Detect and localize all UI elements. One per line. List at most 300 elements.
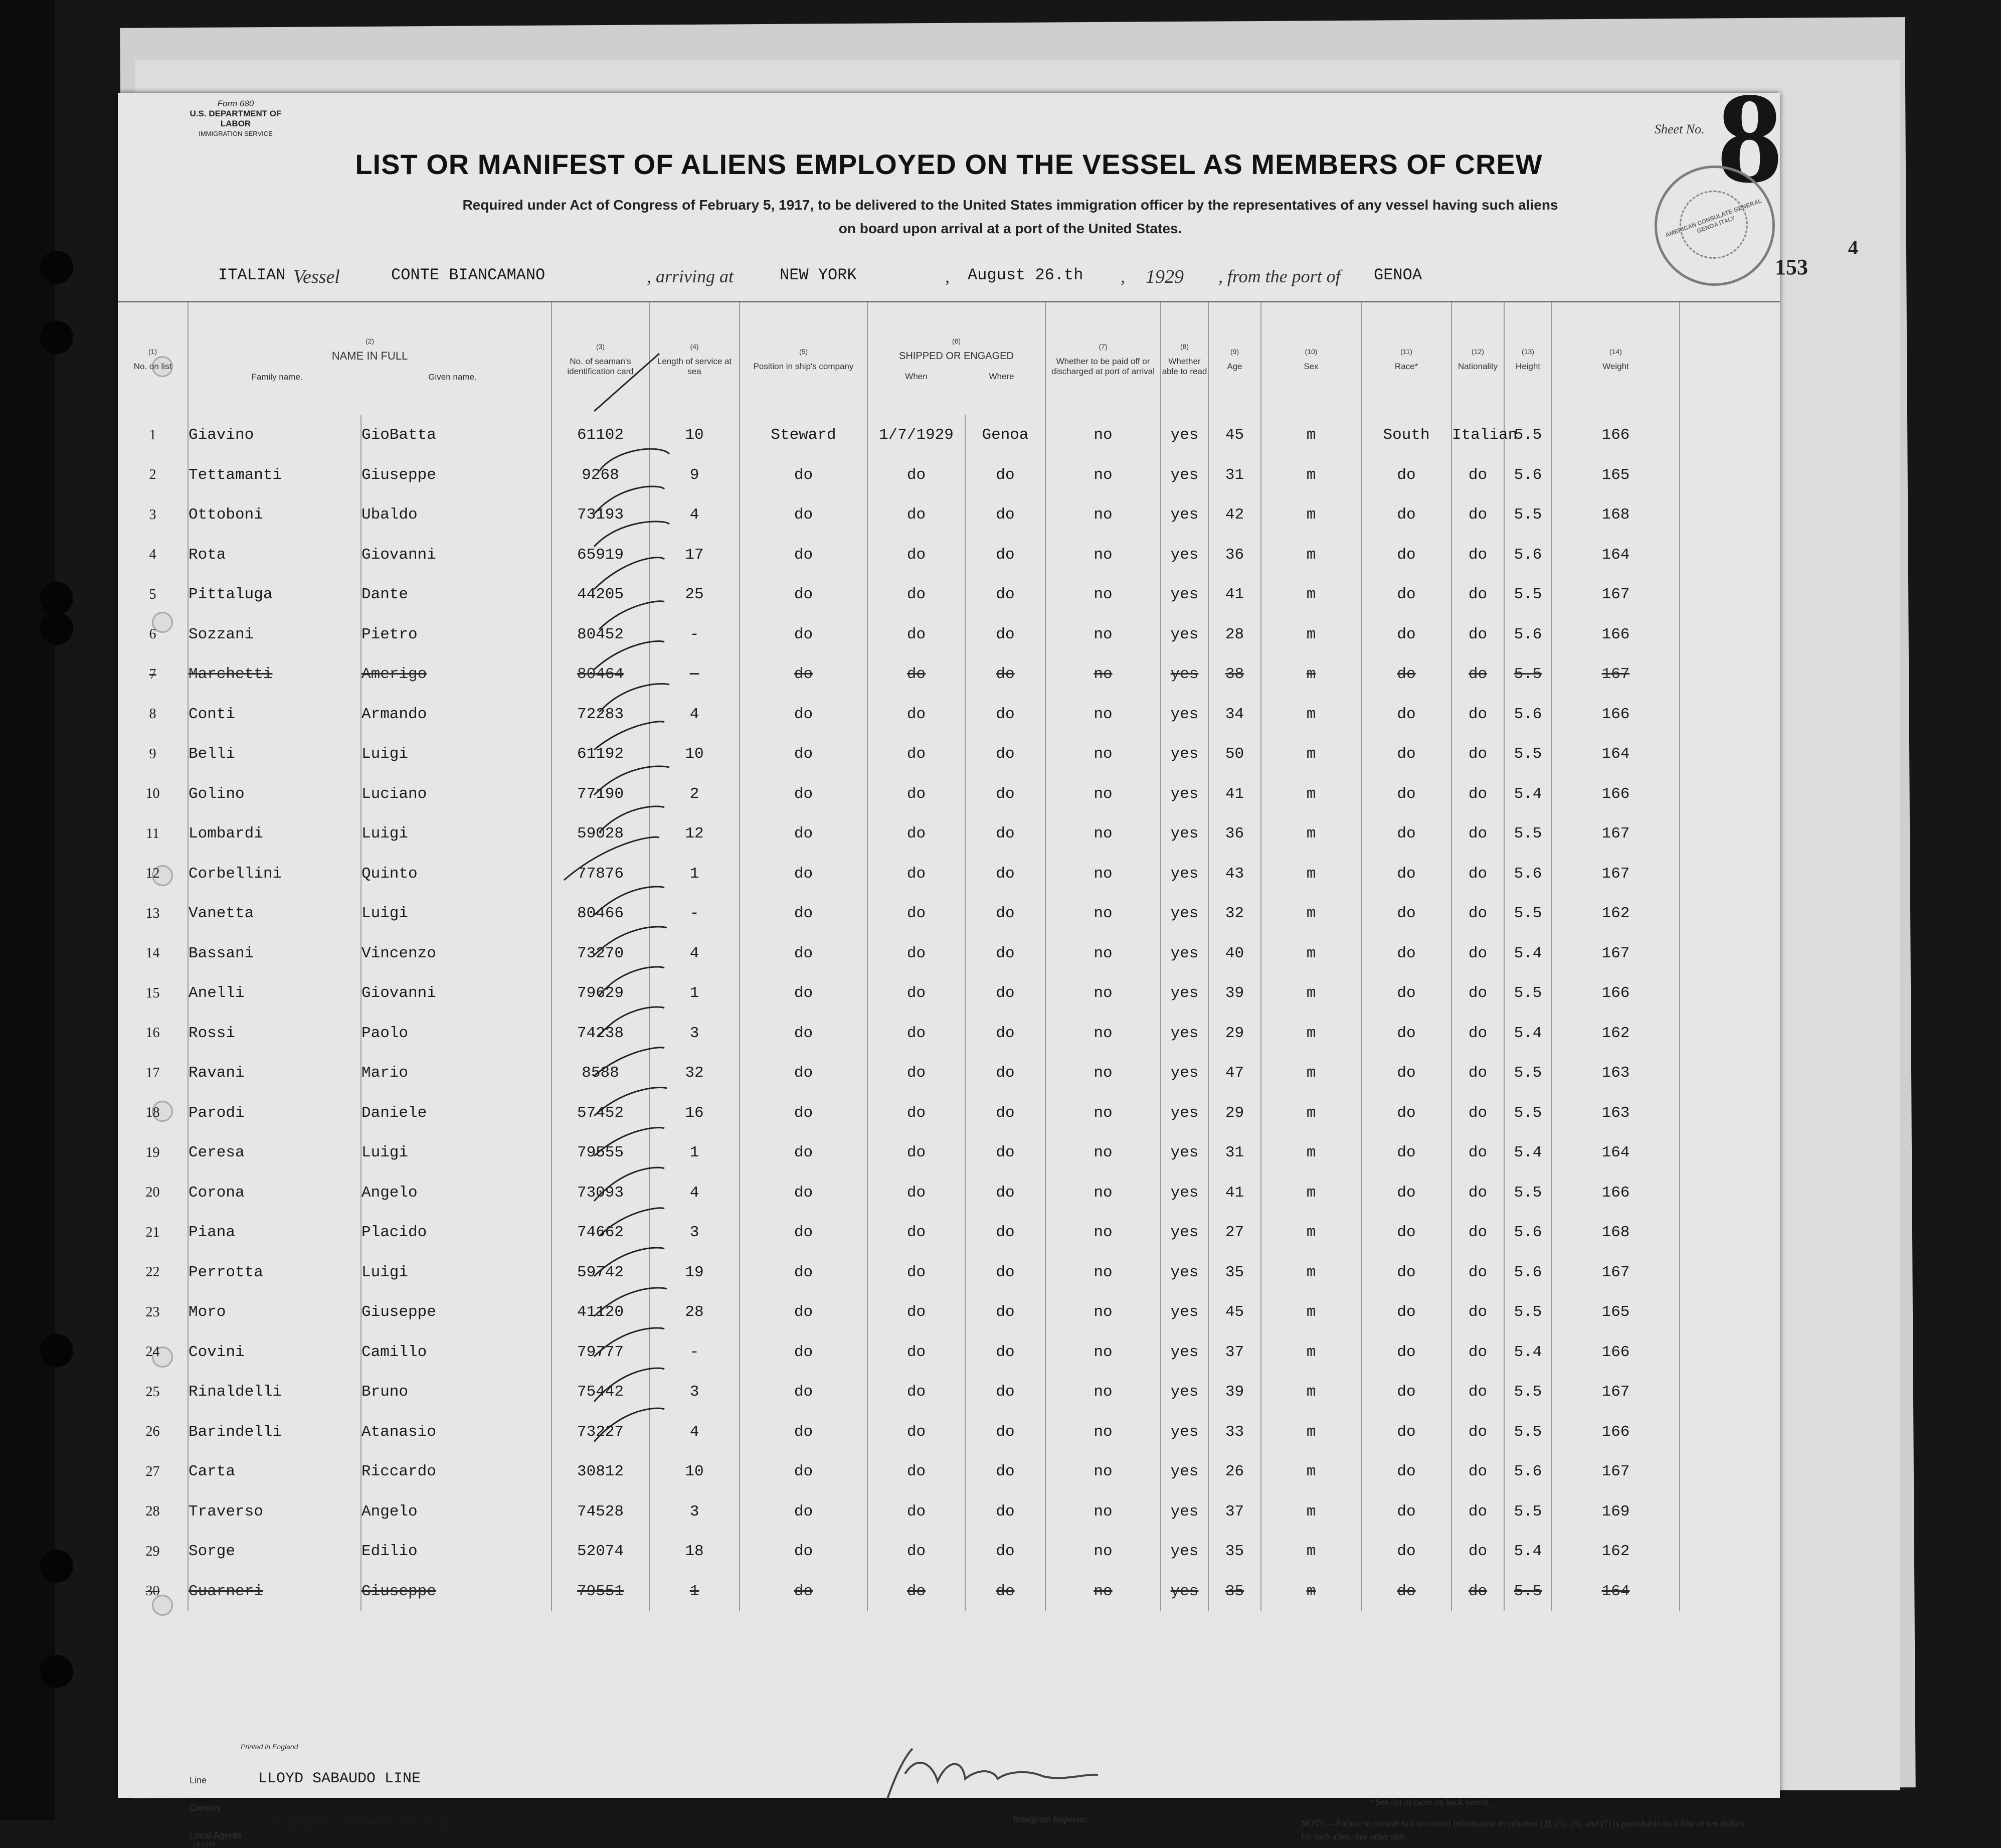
col-header-service: (4) Length of service at sea (649, 302, 740, 416)
height: 5.6 (1504, 1452, 1552, 1492)
shipped-where: do (965, 495, 1045, 535)
weight: 162 (1552, 1532, 1680, 1572)
family-name: Rinaldelli (188, 1372, 361, 1412)
position: do (740, 934, 867, 974)
given-name: Luigi (361, 734, 552, 774)
shipped-where: do (965, 1213, 1045, 1253)
position: do (740, 1213, 867, 1253)
shipped-when: do (867, 1053, 965, 1093)
shipped-where: do (965, 1093, 1045, 1133)
row-number: 19 (145, 1144, 160, 1160)
given-name: Daniele (361, 1093, 552, 1133)
arrival-year: 1929 (1146, 266, 1184, 287)
shipped-when: do (867, 934, 965, 974)
able-to-read: yes (1161, 894, 1208, 934)
service-length: 1 (649, 1133, 740, 1173)
paid-off: no (1045, 854, 1161, 894)
row-number: 7 (149, 666, 156, 682)
sex: m (1261, 1053, 1361, 1093)
paid-off: no (1045, 415, 1161, 455)
height: 5.6 (1504, 854, 1552, 894)
card-number: 74662 (552, 1213, 649, 1253)
shipped-where: do (965, 854, 1045, 894)
race: do (1361, 814, 1451, 854)
given-name: Angelo (361, 1173, 552, 1213)
sex: m (1261, 654, 1361, 695)
card-number: 30812 (552, 1452, 649, 1492)
age: 36 (1208, 814, 1261, 854)
race: do (1361, 1213, 1451, 1253)
shipped-when: do (867, 894, 965, 934)
sex: m (1261, 1292, 1361, 1332)
able-to-read: yes (1161, 1532, 1208, 1572)
table-row (118, 654, 1780, 695)
sex: m (1261, 1253, 1361, 1293)
weight: 164 (1552, 535, 1680, 575)
card-number: 79777 (552, 1332, 649, 1373)
family-name: Pittaluga (188, 575, 361, 615)
age: 36 (1208, 535, 1261, 575)
table-row (118, 1332, 1780, 1373)
height: 5.5 (1504, 1292, 1552, 1332)
race: do (1361, 455, 1451, 495)
sex: m (1261, 814, 1361, 854)
table-row (118, 415, 1780, 455)
age: 34 (1208, 695, 1261, 735)
age: 40 (1208, 934, 1261, 974)
vessel-name: CONTE BIANCAMANO (391, 266, 545, 284)
shipped-where: do (965, 615, 1045, 655)
shipped-where: do (965, 1332, 1045, 1373)
height: 5.6 (1504, 615, 1552, 655)
seal-text: AMERICAN CONSULATE GENERAL GENOA ITALY (1664, 197, 1763, 239)
row-number: 21 (145, 1224, 160, 1240)
card-number: 65919 (552, 535, 649, 575)
given-name: Luigi (361, 894, 552, 934)
able-to-read: yes (1161, 1372, 1208, 1412)
card-number: 9268 (552, 455, 649, 495)
card-number: 79629 (552, 973, 649, 1014)
height: 5.4 (1504, 1014, 1552, 1054)
table-row (118, 1053, 1780, 1093)
nationality: Italian (1451, 415, 1504, 455)
line-label: Line (190, 1775, 207, 1785)
departure-port: GENOA (1374, 266, 1422, 284)
nationality: do (1451, 575, 1504, 615)
position: do (740, 854, 867, 894)
paid-off: no (1045, 575, 1161, 615)
race: do (1361, 1292, 1451, 1332)
inspector-label: Immigrant Inspector. (1013, 1814, 1088, 1824)
position: do (740, 1452, 867, 1492)
sex: m (1261, 973, 1361, 1014)
row-number: 2 (149, 467, 156, 483)
table-row (118, 455, 1780, 495)
card-number: 77876 (552, 854, 649, 894)
card-number: 79551 (552, 1572, 649, 1612)
shipped-when: do (867, 535, 965, 575)
paid-off: no (1045, 1412, 1161, 1452)
family-name: Anelli (188, 973, 361, 1014)
family-name: Rossi (188, 1014, 361, 1054)
inspector-signature (877, 1734, 1108, 1806)
race: do (1361, 1093, 1451, 1133)
position: do (740, 455, 867, 495)
service-length: 12 (649, 814, 740, 854)
card-number: 77190 (552, 774, 649, 814)
card-number: 8588 (552, 1053, 649, 1093)
given-name: Luigi (361, 814, 552, 854)
height: 5.5 (1504, 973, 1552, 1014)
service-length: 4 (649, 1412, 740, 1452)
card-number: 73093 (552, 1173, 649, 1213)
height: 5.4 (1504, 934, 1552, 974)
arrival-date: August 26.th (968, 266, 1083, 284)
age: 41 (1208, 1173, 1261, 1213)
race: do (1361, 615, 1451, 655)
age: 29 (1208, 1014, 1261, 1054)
shipped-when: do (867, 1014, 965, 1054)
col-header-position: (5) Position in ship's company (740, 302, 867, 416)
race: do (1361, 934, 1451, 974)
service-length: 4 (649, 495, 740, 535)
age: 37 (1208, 1332, 1261, 1373)
nationality: do (1451, 1452, 1504, 1492)
row-number: 14 (145, 945, 160, 961)
card-number: 75442 (552, 1372, 649, 1412)
sheet-number: 8 (1717, 66, 1782, 210)
binder-hole (40, 1655, 73, 1688)
nationality: do (1451, 1292, 1504, 1332)
given-name: Bruno (361, 1372, 552, 1412)
able-to-read: yes (1161, 1253, 1208, 1293)
row-number: 6 (149, 626, 156, 642)
service-length: 10 (649, 415, 740, 455)
shipped-when: do (867, 734, 965, 774)
given-name: Camillo (361, 1332, 552, 1373)
race: do (1361, 854, 1451, 894)
race: South (1361, 415, 1451, 455)
row-number: 10 (145, 786, 160, 802)
service-length: - (649, 1332, 740, 1373)
table-row (118, 1173, 1780, 1213)
race: do (1361, 575, 1451, 615)
nationality: do (1451, 1572, 1504, 1612)
height: 5.4 (1504, 1532, 1552, 1572)
age: 33 (1208, 1412, 1261, 1452)
weight: 167 (1552, 854, 1680, 894)
position: do (740, 1372, 867, 1412)
shipped-where: do (965, 455, 1045, 495)
form-label: Form 680 (217, 99, 254, 108)
paid-off: no (1045, 495, 1161, 535)
sex: m (1261, 774, 1361, 814)
position: do (740, 1093, 867, 1133)
race: do (1361, 1572, 1451, 1612)
shipped-when: do (867, 615, 965, 655)
race: do (1361, 695, 1451, 735)
agents-label: Local Agents (190, 1830, 242, 1840)
manifest-page: Form 680 U.S. DEPARTMENT OF LABOR IMMIGRATION SERVICE Sheet No. 8 LIST OR MANIFEST OF ALIENS EMPLOYED ON THE VESSEL AS MEMBERS OF CREW Required under Act of Congress of February 5, 1917, to be delivered to the United States immigration officer by the representatives of any vessel having such aliens on board upon arrival at a port of the United States. AMERICAN CONSULATE GENERAL GENOA ITALY 153 ITALIAN Vessel CONTE BIANCAMANO , arriving at NEW YORK , August 26.th , 1929 , from the port of GENOA (1) No. on list (2) NAME IN FULL Family name. Given name. (3) No. of seaman's identification card (4) Length of service at sea (5) Position in ship's company (6) SHIPPED OR ENGAGED When Where (7) Whether to be paid off or discharged at port of arrival (8) Whether able to read (9) Age (10) Sex (11) Race* (12) Nationality (13) Height (14) Weight 1 Giavino GioBatta 61102 10 Steward 1/7/1929 Genoa no yes 45 m South Italian 5.5 166 2 Tettamanti Giuseppe 9268 9 do do do no yes 31 m do do 5.6 165 3 Ottoboni Ubaldo 73193 4 do do do no yes 42 m do do 5.5 168 4 Rota Giovanni 65919 17 do do do no yes 36 m do do 5.6 164 5 Pittaluga Dante 44205 25 do do do no yes 41 m do do 5.5 167 6 Sozzani Pietro 80452 - do do do no yes 28 m do do 5.6 166 7 Marchetti Amerigo 80464 - do do do no yes 38 m do do 5.5 167 8 Conti Armando 72283 4 do do do no yes 34 m do do 5.6 166 9 Belli Luigi 61192 10 do do do no yes 50 m do do 5.5 164 10 Golino Luciano 77190 2 do do do no yes 41 m do do 5.4 166 11 Lombardi Luigi 59028 12 do do do no yes 36 m do do 5.5 167 12 Corbellini Quinto 77876 1 do do do no yes 43 m do do 5.6 167 13 Vanetta Luigi 80466 - do do do no yes 32 m do do 5.5 162 14 Bassani Vincenzo 73270 4 do do do no yes 40 m do do 5.4 167 15 Anelli Giovanni 79629 1 do do do no yes 39 m do do 5.5 166 16 Rossi Paolo 74238 3 do do do no yes 29 m do do 5.4 162 17 Ravani Mario 8588 32 do do do no yes 47 m do do 5.5 163 18 Parodi Daniele 57452 16 do do do no yes 29 m do do 5.5 163 19 Ceresa Luigi 79555 1 do do do no yes 31 m do do 5.4 164 20 Corona Angelo 73093 4 do do do no yes 41 m do do 5.5 166 21 Piana Placido 74662 3 do do do no yes 27 m do do 5.6 168 22 Perrotta Luigi 59742 19 do do do no yes 35 m do do 5.6 167 23 Moro Giuseppe 41120 28 do do do no yes 45 m do do 5.5 165 24 Covini Camillo 79777 - do do do no yes 37 m do do 5.4 166 25 Rinaldelli Bruno 75442 3 do do do no yes 39 m do do 5.5 167 26 Barindelli Atanasio 73227 4 do do do no yes 33 m do do 5.5 166 27 Carta Riccardo 30812 10 do do do no yes 26 m do do 5.6 167 28 Traverso Angelo 74528 3 do do do no yes 37 m do do 5.5 169 29 Sorge Edilio 52074 18 do do do no yes 35 m do do 5.4 162 30 Guarneri Giuseppe 79551 1 do do do no yes 35 m do do 5.5 164 Printed in England Line LLOYD SABAUDO LINE Owners Local Agents 14-1249 3 State Street N.Y.C. Immigrant Inspector. * See list of races on back hereof. NOTE.—Failure to furnish full or correct information in columns (2), (5), (6), and (7) is punishable by a fine of ten dollars for each alien. See other side. (118, 93, 1780, 1798)
age: 50 (1208, 734, 1261, 774)
family-name: Guarneri (188, 1572, 361, 1612)
arrival-port: NEW YORK (780, 266, 857, 284)
line-value: LLOYD SABAUDO LINE (258, 1770, 421, 1787)
nationality: do (1451, 455, 1504, 495)
sex: m (1261, 535, 1361, 575)
given-name: Ubaldo (361, 495, 552, 535)
age: 26 (1208, 1452, 1261, 1492)
race: do (1361, 1133, 1451, 1173)
row-number: 1 (149, 427, 156, 443)
row-number: 11 (146, 825, 159, 842)
table-row (118, 615, 1780, 655)
able-to-read: yes (1161, 1572, 1208, 1612)
nationality: do (1451, 1173, 1504, 1213)
nationality: do (1451, 1093, 1504, 1133)
position: do (740, 495, 867, 535)
weight: 167 (1552, 575, 1680, 615)
table-row (118, 894, 1780, 934)
shipped-where: do (965, 973, 1045, 1014)
race: do (1361, 1053, 1451, 1093)
table-row (118, 495, 1780, 535)
shipped-where: do (965, 695, 1045, 735)
card-number: 72283 (552, 695, 649, 735)
able-to-read: yes (1161, 1014, 1208, 1054)
service-length: 3 (649, 1014, 740, 1054)
family-name: Ravani (188, 1053, 361, 1093)
inspector-check-marks (584, 354, 674, 1683)
paid-off: no (1045, 1014, 1161, 1054)
given-name: Giuseppe (361, 455, 552, 495)
position: do (740, 734, 867, 774)
card-number: 80466 (552, 894, 649, 934)
race: do (1361, 535, 1451, 575)
height: 5.5 (1504, 734, 1552, 774)
sex: m (1261, 415, 1361, 455)
nationality: do (1451, 1014, 1504, 1054)
race: do (1361, 774, 1451, 814)
weight: 166 (1552, 774, 1680, 814)
row-number: 28 (145, 1503, 160, 1520)
paid-off: no (1045, 455, 1161, 495)
given-name: Mario (361, 1053, 552, 1093)
sex: m (1261, 1133, 1361, 1173)
sex: m (1261, 495, 1361, 535)
nationality: do (1451, 1492, 1504, 1532)
table-row (118, 1452, 1780, 1492)
crew-manifest-table (118, 301, 1780, 1611)
service-length: 1 (649, 1572, 740, 1612)
service-length: 1 (649, 854, 740, 894)
shipped-where: do (965, 934, 1045, 974)
shipped-when: do (867, 575, 965, 615)
service-length: 3 (649, 1372, 740, 1412)
position: do (740, 1412, 867, 1452)
card-number: 59742 (552, 1253, 649, 1293)
position: do (740, 1253, 867, 1293)
position: do (740, 1332, 867, 1373)
height: 5.5 (1504, 1093, 1552, 1133)
sheet-number-label: Sheet No. (1655, 122, 1705, 136)
shipped-when: do (867, 1372, 965, 1412)
shipped-where: do (965, 894, 1045, 934)
race: do (1361, 1492, 1451, 1532)
able-to-read: yes (1161, 774, 1208, 814)
height: 5.6 (1504, 535, 1552, 575)
shipped-when: do (867, 654, 965, 695)
table-row (118, 934, 1780, 974)
family-name: Perrotta (188, 1253, 361, 1293)
sex: m (1261, 1093, 1361, 1133)
given-name: Amerigo (361, 654, 552, 695)
given-name: Paolo (361, 1014, 552, 1054)
service-length: 18 (649, 1532, 740, 1572)
shipped-when: do (867, 1253, 965, 1293)
given-name: Giuseppe (361, 1572, 552, 1612)
subtitle-line2: on board upon arrival at a port of the United States. (838, 221, 1182, 236)
service-length: 4 (649, 695, 740, 735)
shipped-where: do (965, 575, 1045, 615)
table-row (118, 1492, 1780, 1532)
table-row (118, 1532, 1780, 1572)
table-row (118, 1093, 1780, 1133)
shipped-when: do (867, 1492, 965, 1532)
height: 5.5 (1504, 1372, 1552, 1412)
table-row (118, 1292, 1780, 1332)
paid-off: no (1045, 734, 1161, 774)
shipped-where: Genoa (965, 415, 1045, 455)
sex: m (1261, 1014, 1361, 1054)
table-row (118, 1572, 1780, 1612)
nationality: do (1451, 1412, 1504, 1452)
agents-value: 3 State Street N.Y.C. (268, 1815, 458, 1832)
service-length: 10 (649, 734, 740, 774)
position: do (740, 894, 867, 934)
age: 32 (1208, 894, 1261, 934)
nationality: do (1451, 1372, 1504, 1412)
weight: 167 (1552, 1372, 1680, 1412)
family-name: Moro (188, 1292, 361, 1332)
given-name: Angelo (361, 1492, 552, 1532)
nationality: do (1451, 854, 1504, 894)
family-name: Lombardi (188, 814, 361, 854)
service-length: 4 (649, 934, 740, 974)
service-length: 3 (649, 1492, 740, 1532)
card-number: 73227 (552, 1412, 649, 1452)
col-header-age: (9) Age (1208, 302, 1261, 416)
table-row (118, 1014, 1780, 1054)
department-header (175, 99, 296, 139)
row-number: 4 (149, 547, 156, 563)
shipped-when: do (867, 1572, 965, 1612)
from-port-label: , from the port of (1218, 266, 1341, 286)
race: do (1361, 495, 1451, 535)
card-number: 73270 (552, 934, 649, 974)
shipped-when: do (867, 973, 965, 1014)
nationality: do (1451, 734, 1504, 774)
card-number: 61192 (552, 734, 649, 774)
race: do (1361, 894, 1451, 934)
card-number: 41120 (552, 1292, 649, 1332)
nationality: do (1451, 1133, 1504, 1173)
position: Steward (740, 415, 867, 455)
table-row (118, 814, 1780, 854)
sex: m (1261, 1173, 1361, 1213)
age: 45 (1208, 1292, 1261, 1332)
position: do (740, 1014, 867, 1054)
given-name: Riccardo (361, 1452, 552, 1492)
given-name: Armando (361, 695, 552, 735)
able-to-read: yes (1161, 1292, 1208, 1332)
shipped-when: do (867, 814, 965, 854)
able-to-read: yes (1161, 575, 1208, 615)
binder-hole (40, 582, 73, 615)
table-row (118, 575, 1780, 615)
weight: 167 (1552, 934, 1680, 974)
able-to-read: yes (1161, 695, 1208, 735)
sex: m (1261, 615, 1361, 655)
table-row (118, 1412, 1780, 1452)
family-name: Traverso (188, 1492, 361, 1532)
row-number: 23 (145, 1304, 160, 1320)
position: do (740, 1492, 867, 1532)
age: 41 (1208, 774, 1261, 814)
paid-off: no (1045, 1133, 1161, 1173)
nationality: do (1451, 1253, 1504, 1293)
given-name: Pietro (361, 615, 552, 655)
races-note: * See list of races on back hereof. (1369, 1797, 1491, 1807)
race: do (1361, 1014, 1451, 1054)
binder-hole (40, 612, 73, 645)
given-name: Luciano (361, 774, 552, 814)
table-row (118, 1372, 1780, 1412)
shipped-where: do (965, 1452, 1045, 1492)
able-to-read: yes (1161, 1133, 1208, 1173)
age: 35 (1208, 1572, 1261, 1612)
card-number: 61102 (552, 415, 649, 455)
sex: m (1261, 575, 1361, 615)
given-name: Luigi (361, 1133, 552, 1173)
position: do (740, 1292, 867, 1332)
height: 5.5 (1504, 1492, 1552, 1532)
paid-off: no (1045, 1532, 1161, 1572)
row-number: 25 (145, 1384, 160, 1400)
family-name: Tettamanti (188, 455, 361, 495)
weight: 165 (1552, 455, 1680, 495)
service-length: 4 (649, 1173, 740, 1213)
col-header-nationality: (12) Nationality (1451, 302, 1504, 416)
family-name: Sorge (188, 1532, 361, 1572)
row-number: 9 (149, 746, 156, 762)
weight: 165 (1552, 1292, 1680, 1332)
able-to-read: yes (1161, 1213, 1208, 1253)
col-header-read: (8) Whether able to read (1161, 302, 1208, 416)
table-row (118, 535, 1780, 575)
shipped-where: do (965, 734, 1045, 774)
weight: 166 (1552, 1332, 1680, 1373)
table-row (118, 1133, 1780, 1173)
age: 29 (1208, 1093, 1261, 1133)
position: do (740, 1173, 867, 1213)
race: do (1361, 1332, 1451, 1373)
nationality: do (1451, 814, 1504, 854)
crew-rows (118, 415, 1780, 1611)
given-name: Edilio (361, 1532, 552, 1572)
page-subtitle (333, 193, 1687, 240)
row-number: 15 (145, 985, 160, 1001)
